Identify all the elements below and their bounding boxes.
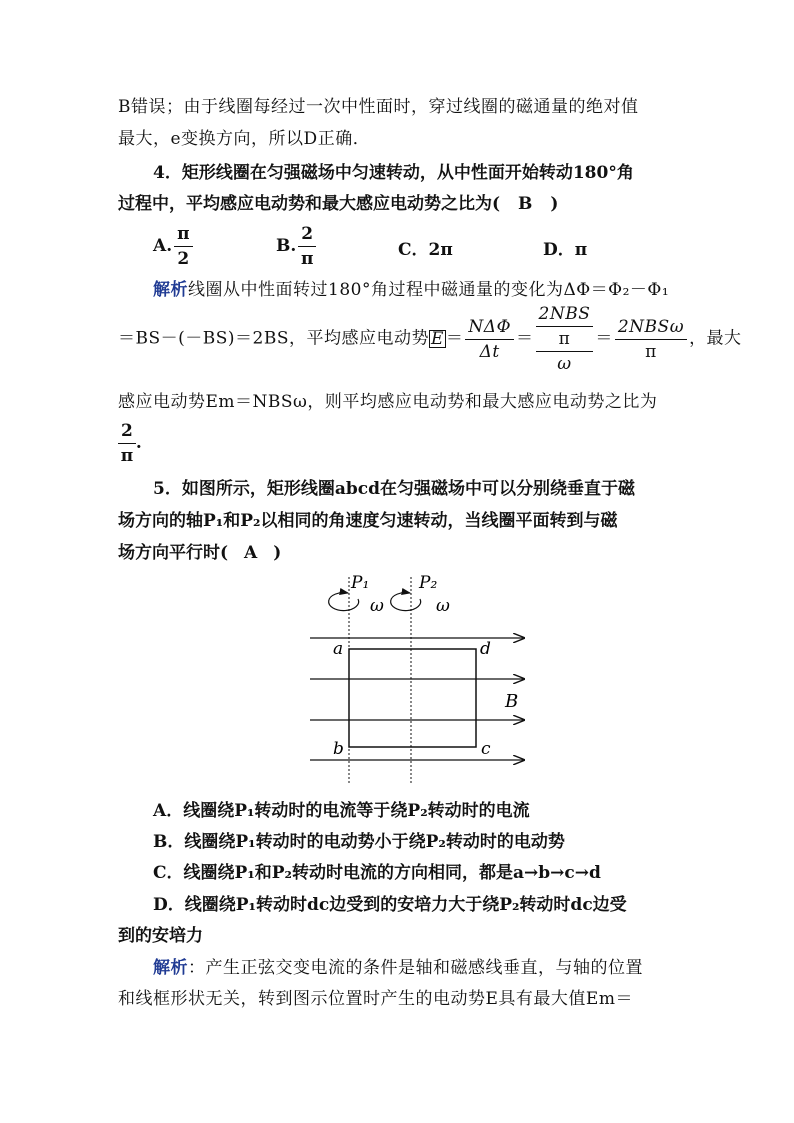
q5-stem-text-3: 场方向平行时( [118, 543, 229, 563]
fraction-2-denominator-bottom: ω [557, 354, 572, 374]
result-numerator: 2 [118, 419, 136, 444]
label-p2: P₂ [419, 573, 438, 593]
q4-stem-line-1: 4．矩形线圈在匀强磁场中匀速转动，从中性面开始转动180°角 [153, 163, 634, 183]
label-d: d [480, 639, 491, 659]
label-omega-1: ω [370, 596, 384, 616]
q5-option-c: C．线圈绕P₁和P₂转动时电流的方向相同，都是a→b→c→d [153, 863, 601, 883]
q5-option-a: A．线圈绕P₁转动时的电流等于绕P₂转动时的电流 [153, 801, 530, 821]
q4-option-a-numerator: π [174, 222, 192, 247]
q5-stem-line-2: 场方向的轴P₁和P₂以相同的角速度匀速转动，当线圈平面转到与磁 [118, 511, 618, 531]
q4-option-b-fraction [298, 222, 316, 271]
result-denominator: π [120, 446, 134, 466]
fraction-1 [465, 315, 514, 364]
fraction-3-denominator: π [645, 341, 657, 362]
average-emf-symbol: E [431, 328, 444, 349]
fraction-3-numerator: 2NBSω [615, 315, 687, 340]
q5-analysis-line-1 [153, 957, 643, 979]
equals-2: ＝ [516, 328, 534, 349]
q4-option-b [276, 222, 318, 271]
q4-analysis-line-1 [153, 279, 669, 301]
q5-option-b: B．线圈绕P₁转动时的电动势小于绕P₂转动时的电动势 [153, 832, 565, 852]
rotation-arrow-p1-icon [329, 593, 359, 611]
q4-option-b-denominator: π [300, 249, 314, 269]
q5-stem-line-3 [118, 542, 281, 564]
rotation-arrow-p2-icon [391, 593, 421, 611]
result-period: . [135, 433, 142, 453]
q4-analysis-label: 解析 [153, 280, 188, 300]
fraction-2 [536, 302, 594, 376]
q5-analysis-text-1: ：产生正弦交变电流的条件是轴和磁感线垂直，与轴的位置 [188, 958, 643, 978]
rectangular-coil [349, 649, 476, 747]
prev-analysis-line-2: 最大，e变换方向，所以D正确． [118, 129, 371, 149]
q4-option-b-label: B. [276, 236, 297, 256]
fraction-2-numerator: 2NBS [536, 302, 594, 327]
label-omega-2: ω [436, 596, 450, 616]
q5-analysis-line-2: 和线框形状无关，转到图示位置时产生的电动势E具有最大值Em＝ [118, 989, 633, 1009]
coil-figure [300, 565, 540, 785]
q4-stem-text: 过程中，平均感应电动势和最大感应电动势之比为( [118, 194, 501, 214]
q4-option-a [153, 222, 195, 271]
q4-option-a-label: A. [153, 236, 173, 256]
q4-analysis-line-2 [118, 302, 742, 376]
fraction-2-denominator-top: π [536, 327, 594, 352]
q5-option-d-line-1: D．线圈绕P₁转动时dc边受到的安培力大于绕P₂转动时dc边受 [153, 895, 627, 915]
q4-close-paren: ) [550, 194, 559, 214]
q4-analysis-text-2: ＝BS－(－BS)＝2BS，平均感应电动势 [118, 328, 429, 349]
q4-analysis-line-3: 感应电动势Em＝NBSω，则平均感应电动势和最大感应电动势之比为 [118, 392, 658, 412]
q4-option-a-fraction [174, 222, 192, 271]
q4-stem-line-2 [118, 193, 558, 215]
label-a: a [333, 639, 344, 659]
q4-option-d: D．π [543, 240, 588, 260]
result-fraction [118, 419, 136, 468]
q5-close-paren: ) [273, 543, 282, 563]
q4-option-a-denominator: 2 [177, 249, 190, 269]
fraction-3 [615, 315, 687, 364]
q4-analysis-result [118, 419, 142, 468]
label-b: b [333, 739, 344, 759]
fraction-1-numerator: NΔΦ [465, 315, 514, 340]
q5-answer: A [244, 543, 258, 563]
prev-analysis-line-1: B错误；由于线圈每经过一次中性面时，穿过线圈的磁通量的绝对值 [118, 97, 639, 117]
q5-option-d-line-2: 到的安培力 [118, 926, 203, 946]
equals-1: ＝ [445, 328, 464, 349]
label-p1: P₁ [351, 573, 370, 593]
q4-option-c: C．2π [398, 240, 453, 260]
fraction-2-denominator [536, 327, 594, 376]
q4-option-b-numerator: 2 [298, 222, 316, 247]
q4-answer: B [518, 194, 533, 214]
q5-analysis-label: 解析 [153, 958, 188, 978]
q4-analysis-text-1: 线圈从中性面转过180°角过程中磁通量的变化为ΔΦ＝Φ₂－Φ₁ [188, 280, 670, 300]
label-field-b: B [505, 691, 519, 712]
equals-3: ＝ [595, 328, 613, 349]
q5-stem-line-1: 5．如图所示，矩形线圈abcd在匀强磁场中可以分别绕垂直于磁 [153, 479, 635, 499]
fraction-1-denominator: Δt [479, 341, 500, 362]
label-c: c [481, 739, 491, 759]
q4-analysis-text-2-tail: ，最大 [689, 328, 742, 349]
